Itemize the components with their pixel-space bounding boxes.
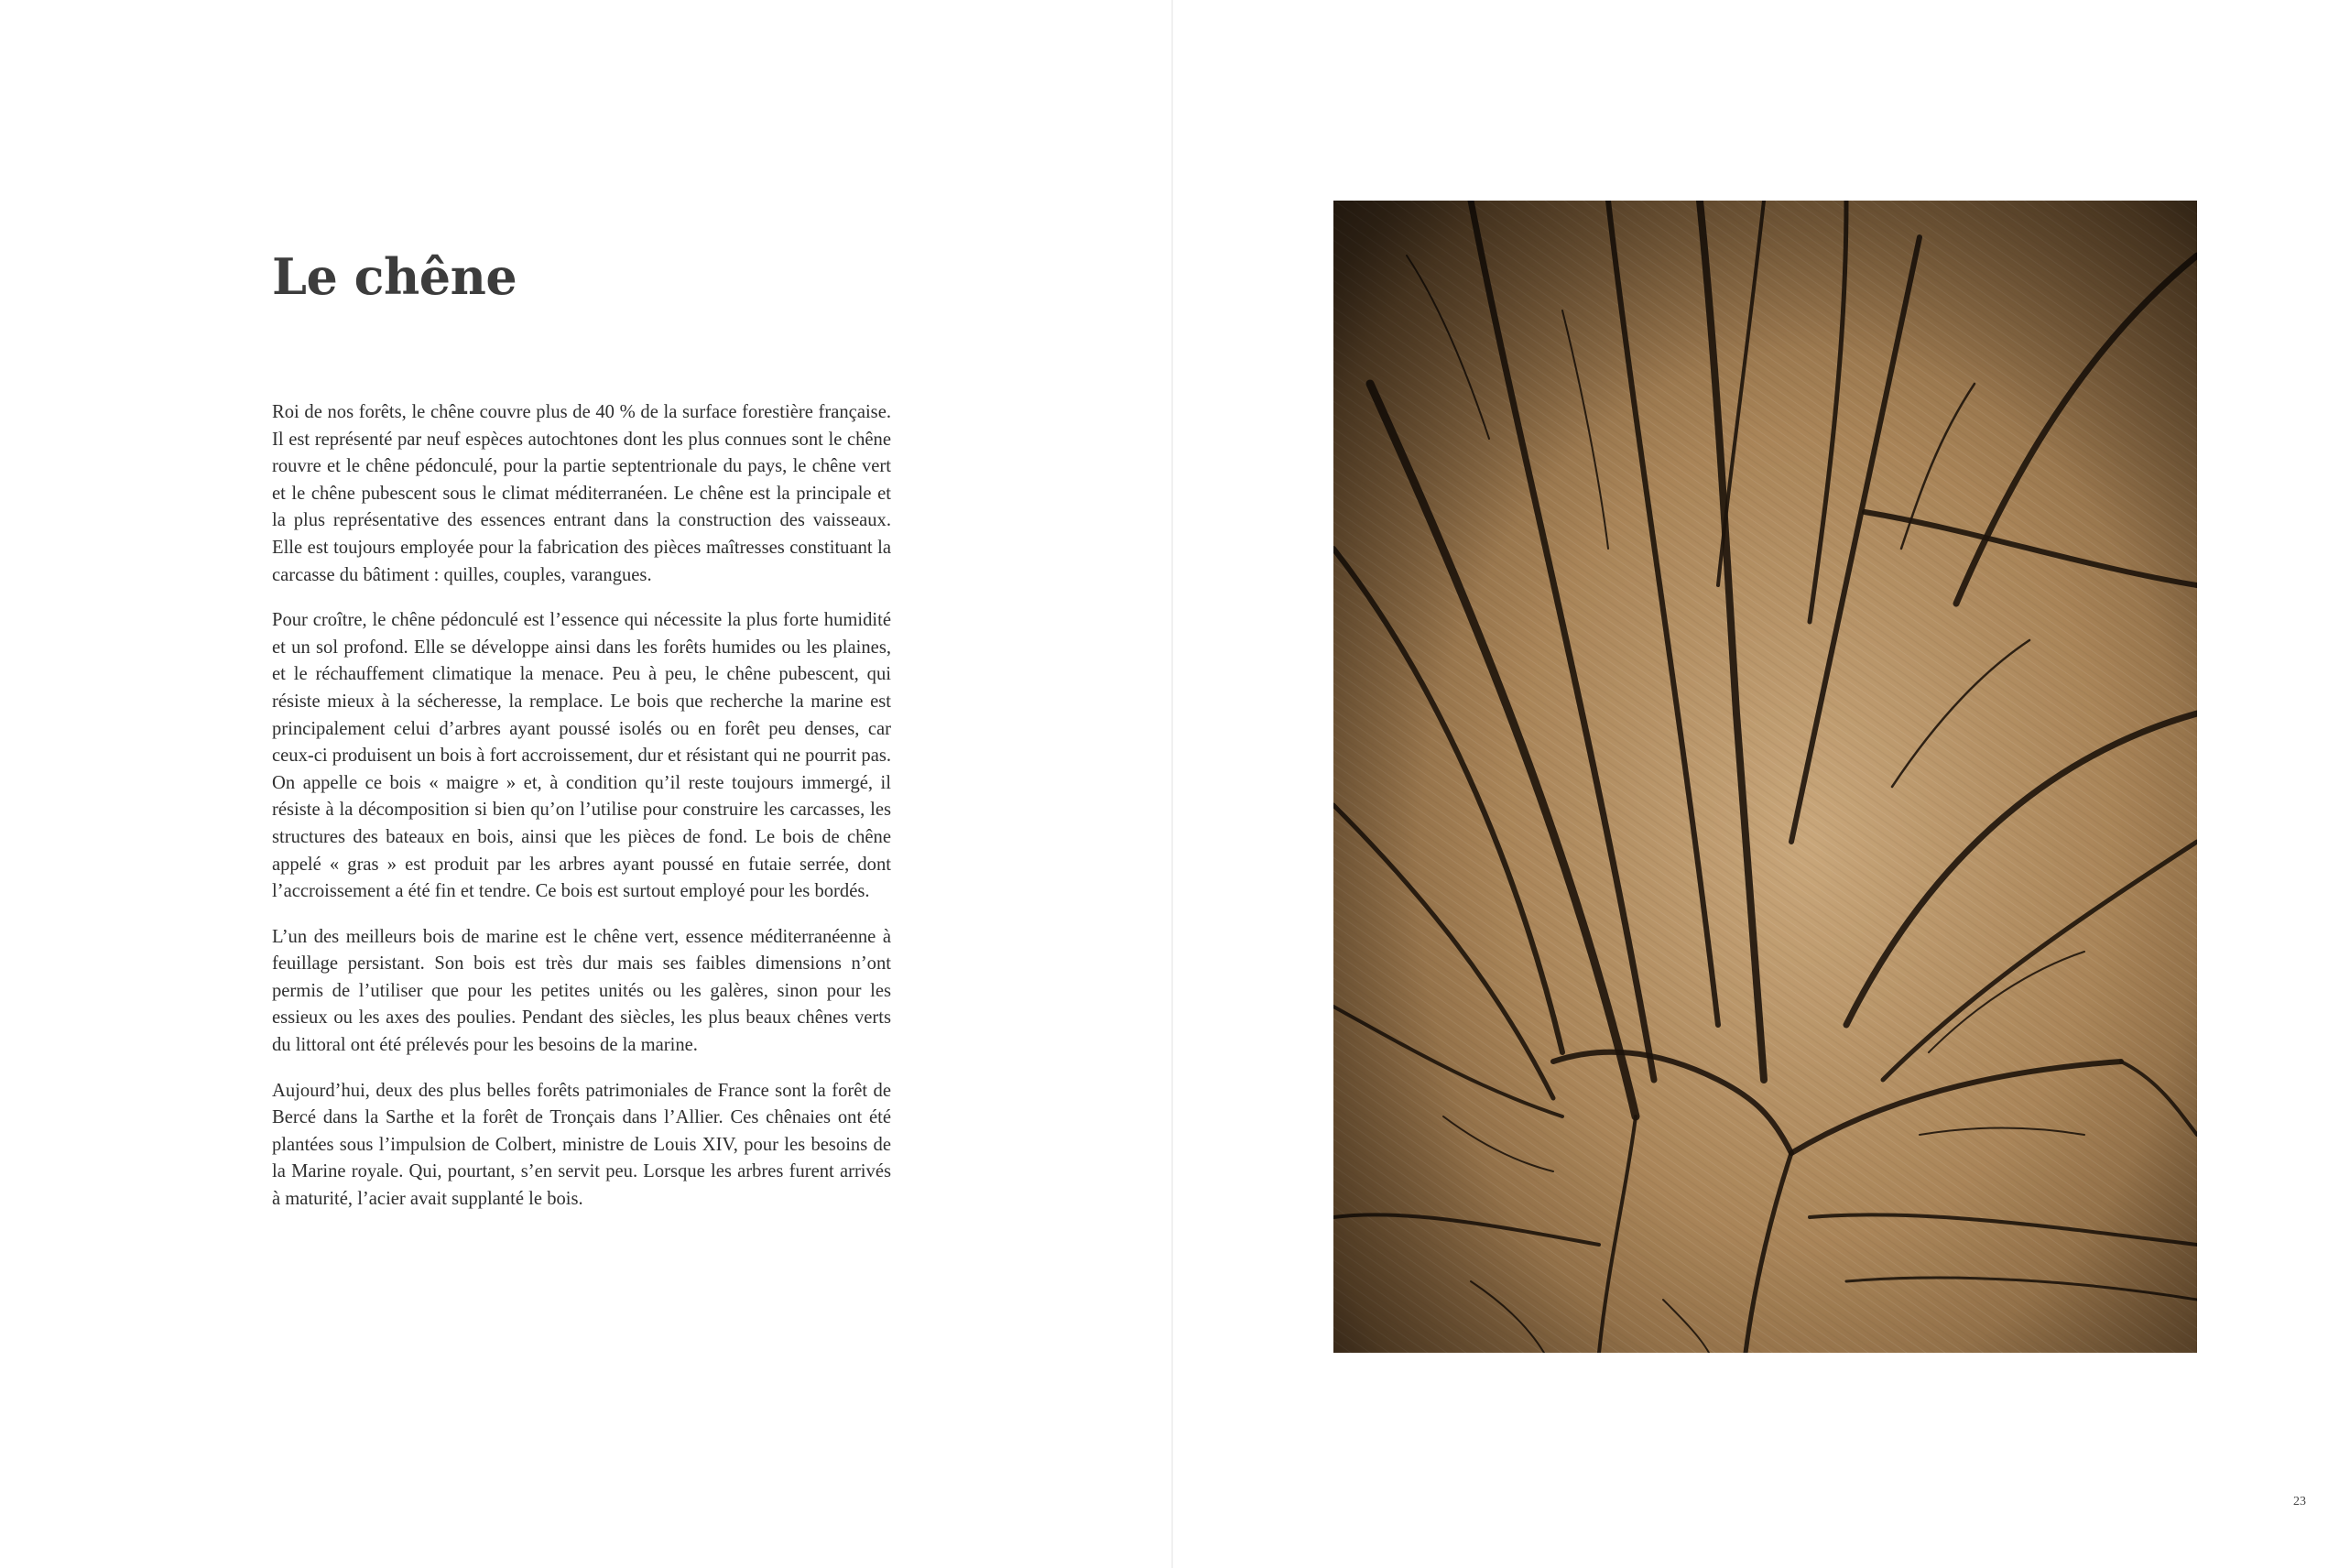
- page-number: 23: [2293, 1495, 2306, 1508]
- paragraph-2: Pour croître, le chêne pédonculé est l’essence qui nécessite la plus forte humidité et un sol profond. Elle se développe ainsi dans les forêts humides ou les plaines, et le réchauffement climatique la menace. Peu à peu, le chêne pubescent, qui résiste mieux à la sécheresse, la remplace. Le bois que recherche la marine est principalement celui d’arbres ayant poussé isolés ou en forêt peu denses, car ceux-ci produisent un bois à fort accroissement, dur et résistant qui ne pourrit pas. On appelle ce bois « maigre » et, à condition qu’il reste toujours immergé, il résiste à la décomposition si bien qu’on l’utilise pour construire les carcasses, les structures des bateaux en bois, ainsi que les pièces de fond. Le bois de chêne appelé « gras » est produit par les arbres ayant poussé en futaie serrée, dont l’accroissement a été fin et tendre. Ce bois est surtout employé pour les bordés.: [272, 610, 891, 902]
- paragraph-3: L’un des meilleurs bois de marine est le chêne vert, essence méditerranéenne à feuillage persistant. Son bois est très dur mais ses faibles dimensions n’ont permis de l’utiliser que pour les petites unités ou les galères, sinon pour les essieux ou les axes des poulies. Pendant des siècles, les plus beaux chênes verts du littoral ont été prélevés pour les besoins de la marine.: [272, 926, 891, 1056]
- right-page: [1173, 0, 2339, 1568]
- paragraph-4: Aujourd’hui, deux des plus belles forêts patrimoniales de France sont la forêt de Bercé dans la Sarthe et la forêt de Tronçais dans l’Allier. Ces chênaies ont été plantées sous l’impulsion de Colbert, ministre de Louis XIV, pour les besoins de la Marine royale. Qui, pourtant, s’en servit peu. Lorsque les arbres furent arrivés à maturité, l’acier avait supplanté le bois.: [272, 1080, 891, 1210]
- page-title: Le chêne: [272, 247, 517, 306]
- cracked-oak-wood-photo: [1333, 201, 2197, 1353]
- paragraph-1: Roi de nos forêts, le chêne couvre plus de 40 % de la surface forestière française. Il est représenté par neuf espèces autochtones dont les plus connues sont le chêne rouvre et le chêne pédonculé, pour la partie septentrionale du pays, le chêne vert et le chêne pubescent sous le climat méditerranéen. Le chêne est la principale et la plus représentative des essences entrant dans la construction des vaisseaux. Elle est toujours employée pour la fabrication des pièces maîtresses constituant la carcasse du bâtiment : quilles, couples, varangues.: [272, 402, 891, 585]
- wood-crack-pattern: [1333, 201, 2197, 1353]
- body-text: [272, 399, 891, 1232]
